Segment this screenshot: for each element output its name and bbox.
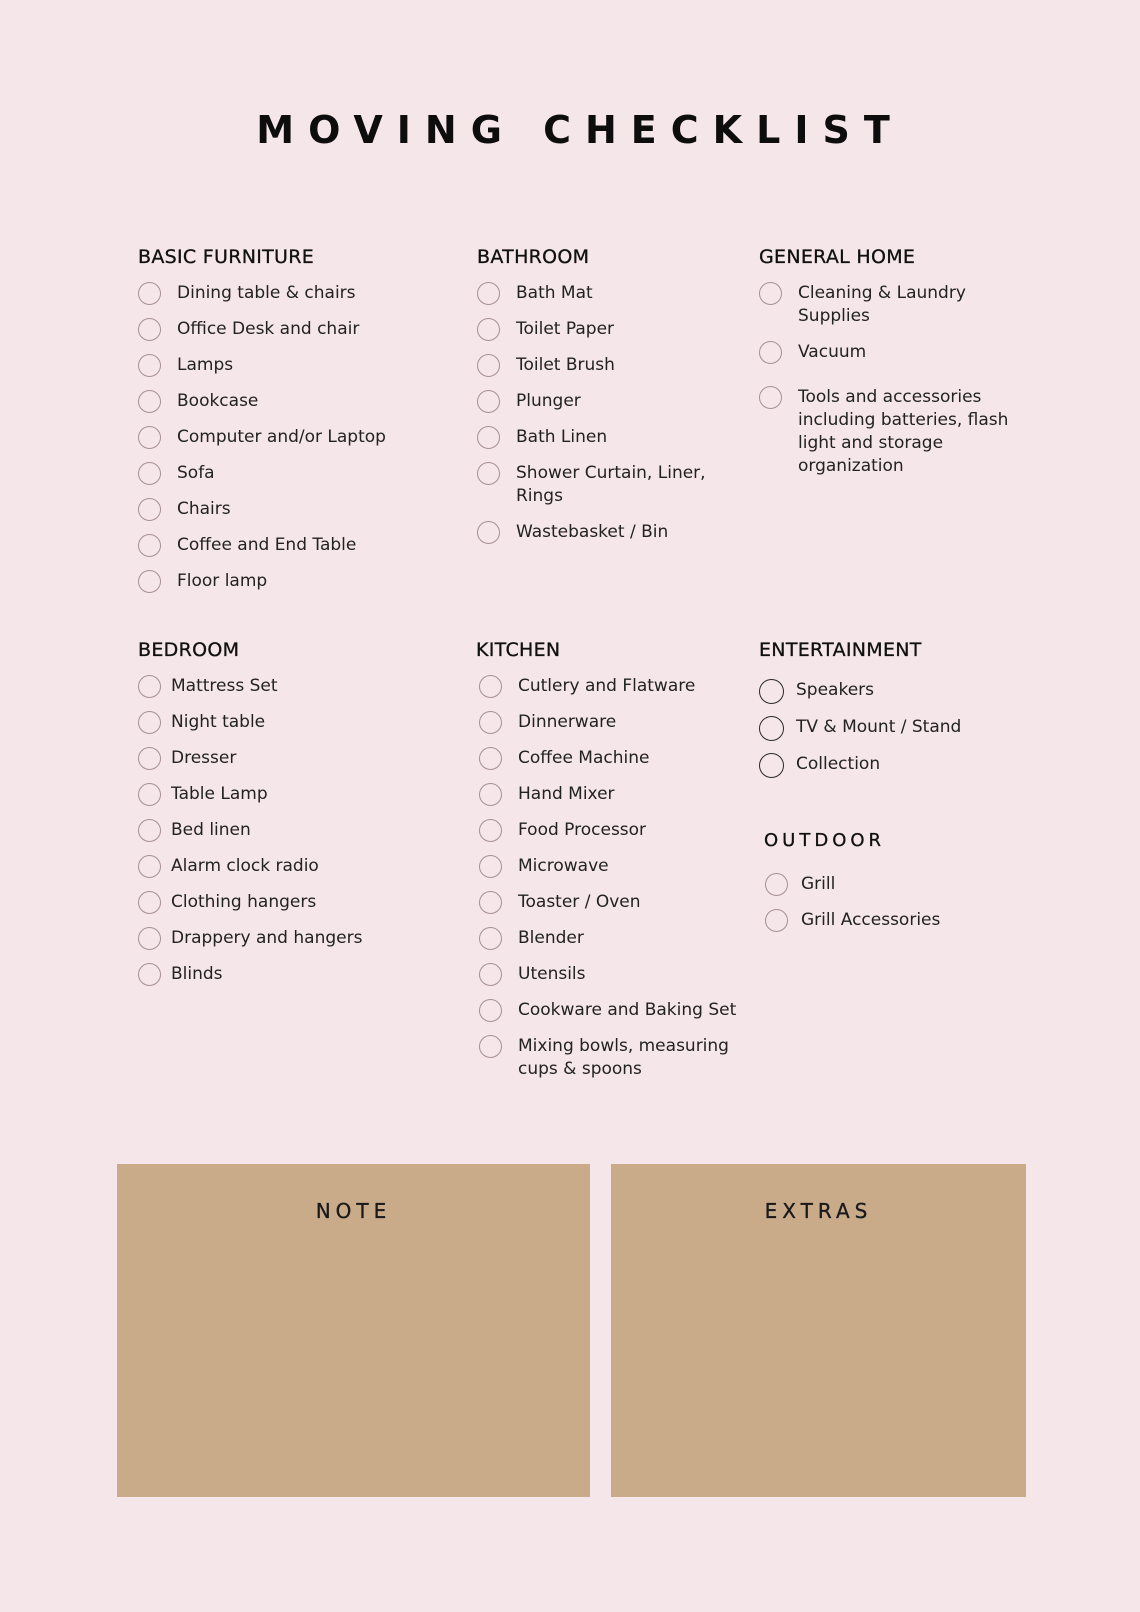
checklist-item[interactable]: Plunger <box>477 390 727 413</box>
checklist-item[interactable]: Bed linen <box>138 819 428 842</box>
section-heading: BASIC FURNITURE <box>138 246 315 268</box>
section-kitchen <box>476 639 754 1094</box>
checkbox-circle-icon[interactable] <box>138 498 161 521</box>
checkbox-circle-icon[interactable] <box>138 570 161 593</box>
section-entertainment <box>759 639 1024 790</box>
checklist-item[interactable]: Grill Accessories <box>764 909 1024 932</box>
checkbox-circle-icon[interactable] <box>477 426 500 449</box>
page-title: MOVING CHECKLIST <box>256 108 904 152</box>
section-heading: BEDROOM <box>138 639 240 661</box>
checklist-item[interactable]: Table Lamp <box>138 783 428 806</box>
extras-box[interactable] <box>611 1164 1026 1497</box>
checkbox-circle-icon[interactable] <box>138 675 161 698</box>
checklist-item[interactable]: Bath Mat <box>477 282 727 305</box>
checklist-item[interactable]: Speakers <box>759 679 1024 704</box>
checkbox-circle-icon[interactable] <box>138 426 161 449</box>
checklist-item[interactable]: Floor lamp <box>138 570 428 593</box>
checkbox-circle-icon[interactable] <box>759 282 782 305</box>
checklist-item[interactable]: Coffee and End Table <box>138 534 428 557</box>
section-heading: KITCHEN <box>476 639 561 661</box>
checkbox-circle-icon[interactable] <box>479 1035 502 1058</box>
checklist-item[interactable]: Night table <box>138 711 428 734</box>
checklist-item[interactable]: Mattress Set <box>138 675 428 698</box>
checkbox-circle-icon[interactable] <box>138 390 161 413</box>
checklist-item[interactable]: Hand Mixer <box>476 783 754 806</box>
note-box[interactable] <box>117 1164 590 1497</box>
checkbox-circle-icon[interactable] <box>477 318 500 341</box>
checkbox-circle-icon[interactable] <box>765 873 788 896</box>
checkbox-circle-icon[interactable] <box>479 675 502 698</box>
checklist-item[interactable]: Shower Curtain, Liner, Rings <box>477 462 727 508</box>
checklist-item[interactable]: Mixing bowls, measuring cups & spoons <box>476 1035 754 1081</box>
checkbox-circle-icon[interactable] <box>759 679 784 704</box>
section-heading: OUTDOOR <box>764 830 886 851</box>
section-heading: BATHROOM <box>477 246 590 268</box>
checkbox-circle-icon[interactable] <box>479 711 502 734</box>
checklist-item[interactable]: Collection <box>759 753 1024 778</box>
checkbox-circle-icon[interactable] <box>479 963 502 986</box>
checkbox-circle-icon[interactable] <box>477 390 500 413</box>
checkbox-circle-icon[interactable] <box>138 747 161 770</box>
checklist-item[interactable]: Toilet Paper <box>477 318 727 341</box>
checklist-item[interactable]: Wastebasket / Bin <box>477 521 727 544</box>
checkbox-circle-icon[interactable] <box>138 891 161 914</box>
section-general-home <box>759 246 1024 491</box>
checkbox-circle-icon[interactable] <box>138 927 161 950</box>
checklist-item[interactable]: Vacuum <box>759 341 1024 364</box>
checkbox-circle-icon[interactable] <box>759 753 784 778</box>
checkbox-circle-icon[interactable] <box>138 855 161 878</box>
checklist-item[interactable]: Blinds <box>138 963 428 986</box>
checkbox-circle-icon[interactable] <box>138 534 161 557</box>
checklist-item[interactable]: Office Desk and chair <box>138 318 428 341</box>
checklist-item[interactable]: Bath Linen <box>477 426 727 449</box>
checklist-item[interactable]: Toilet Brush <box>477 354 727 377</box>
checkbox-circle-icon[interactable] <box>479 999 502 1022</box>
checkbox-circle-icon[interactable] <box>759 716 784 741</box>
checkbox-circle-icon[interactable] <box>479 927 502 950</box>
checkbox-circle-icon[interactable] <box>479 747 502 770</box>
checklist-item[interactable]: Utensils <box>476 963 754 986</box>
checkbox-circle-icon[interactable] <box>765 909 788 932</box>
section-heading: ENTERTAINMENT <box>759 639 922 661</box>
checklist-item[interactable]: Toaster / Oven <box>476 891 754 914</box>
checklist-item[interactable]: Drappery and hangers <box>138 927 428 950</box>
checkbox-circle-icon[interactable] <box>759 386 782 409</box>
checklist-item[interactable]: Microwave <box>476 855 754 878</box>
checkbox-circle-icon[interactable] <box>479 819 502 842</box>
checkbox-circle-icon[interactable] <box>138 282 161 305</box>
checkbox-circle-icon[interactable] <box>759 341 782 364</box>
checklist-item[interactable]: Alarm clock radio <box>138 855 428 878</box>
section-bedroom <box>138 639 428 999</box>
checkbox-circle-icon[interactable] <box>479 783 502 806</box>
section-heading: GENERAL HOME <box>759 246 916 268</box>
section-outdoor <box>764 830 1024 945</box>
checklist-item[interactable]: Clothing hangers <box>138 891 428 914</box>
checklist-item[interactable]: Dining table & chairs <box>138 282 428 305</box>
checkbox-circle-icon[interactable] <box>138 783 161 806</box>
checklist-item[interactable]: Blender <box>476 927 754 950</box>
checkbox-circle-icon[interactable] <box>477 521 500 544</box>
checkbox-circle-icon[interactable] <box>479 855 502 878</box>
checklist-item[interactable]: Tools and accessories including batteries, flash light and storage organization <box>759 386 1024 478</box>
checklist-item[interactable]: Cookware and Baking Set <box>476 999 754 1022</box>
checkbox-circle-icon[interactable] <box>138 711 161 734</box>
checklist-item[interactable]: Coffee Machine <box>476 747 754 770</box>
checkbox-circle-icon[interactable] <box>477 282 500 305</box>
checkbox-circle-icon[interactable] <box>479 891 502 914</box>
checklist-item[interactable]: TV & Mount / Stand <box>759 716 1024 741</box>
checklist-item[interactable]: Dinnerware <box>476 711 754 734</box>
checklist-item[interactable]: Chairs <box>138 498 428 521</box>
checkbox-circle-icon[interactable] <box>138 318 161 341</box>
checkbox-circle-icon[interactable] <box>138 462 161 485</box>
checklist-item[interactable]: Lamps <box>138 354 428 377</box>
checklist-item[interactable]: Food Processor <box>476 819 754 842</box>
checklist-item[interactable]: Dresser <box>138 747 428 770</box>
checklist-item[interactable]: Cleaning & Laundry Supplies <box>759 282 1024 328</box>
checkbox-circle-icon[interactable] <box>138 354 161 377</box>
checklist-item[interactable]: Grill <box>764 873 1024 896</box>
checklist-item[interactable]: Computer and/or Laptop <box>138 426 428 449</box>
section-bathroom <box>477 246 727 557</box>
checkbox-circle-icon[interactable] <box>138 819 161 842</box>
checklist-item[interactable]: Cutlery and Flatware <box>476 675 754 698</box>
checkbox-circle-icon[interactable] <box>477 354 500 377</box>
checkbox-circle-icon[interactable] <box>477 462 500 485</box>
checklist-item[interactable]: Bookcase <box>138 390 428 413</box>
checkbox-circle-icon[interactable] <box>138 963 161 986</box>
section-basic-furniture <box>138 246 428 606</box>
checklist-item[interactable]: Sofa <box>138 462 428 485</box>
extras-heading: EXTRAS <box>764 1199 873 1223</box>
note-heading: NOTE <box>315 1199 392 1223</box>
